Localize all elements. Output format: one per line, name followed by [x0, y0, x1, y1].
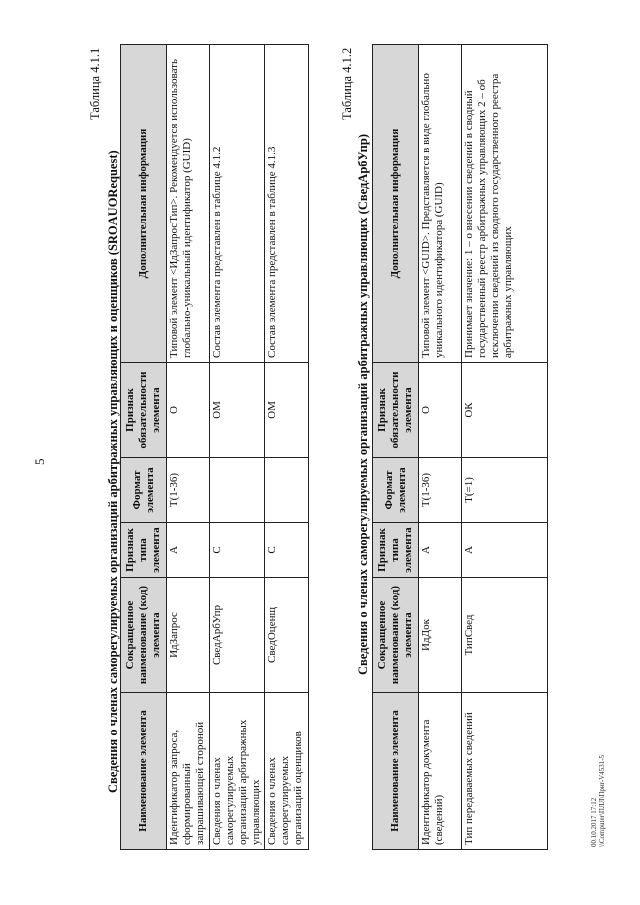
table-4-1-2-title: Сведения о членах саморегулируемых организаций арбитражных управляющих (СведАрбУпр): [356, 134, 370, 675]
cell-format: T(1-36): [167, 458, 210, 523]
cell-format: [265, 458, 309, 523]
cell-name: Идентификатор запроса, сформированный запрашивающей стороной: [167, 693, 210, 850]
cell-type: А: [167, 523, 210, 578]
table-4-1-2-label: Таблица 4.1.2: [340, 47, 354, 120]
cell-info: Типовой элемент <ИдЗапросТип>. Рекомендуется использовать глобально-уникальный идентификатор (GUID): [167, 45, 210, 363]
table-4-1-1-label: Таблица 4.1.1: [88, 47, 102, 120]
table-row: [462, 45, 548, 850]
cell-code: СведАрбУпр: [210, 578, 265, 693]
footer-date: 00.10.2017 17:12: [590, 797, 598, 847]
cell-required: ОМ: [210, 363, 265, 458]
cell-code: ИдЗапрос: [167, 578, 210, 693]
cell-info: Состав элемента представлен в таблице 4.1.2: [210, 45, 265, 363]
cell-code: ИдДок: [419, 578, 462, 693]
table-row: [265, 45, 309, 850]
header-required: Признак обязательности элемента: [373, 363, 419, 458]
table-4-1-1: [120, 44, 309, 850]
header-info: Дополнительная информация: [121, 45, 167, 363]
header-code: Сокращенное наименование (код) элемента: [121, 578, 167, 693]
table-4-1-2: [372, 44, 548, 850]
table-row: [419, 45, 462, 850]
cell-required: О: [167, 363, 210, 458]
cell-required: ОМ: [265, 363, 309, 458]
header-required: Признак обязательности элемента: [121, 363, 167, 458]
cell-required: ОК: [462, 363, 548, 458]
footer-path: \\Computer\ПЛЛ\Приr-V4531-5: [598, 754, 606, 847]
cell-type: А: [419, 523, 462, 578]
header-info: Дополнительная информация: [373, 45, 419, 363]
table-header-row: [373, 45, 419, 850]
header-name: Наименование элемента: [121, 693, 167, 850]
cell-info: Типовой элемент <GUID>. Представляется в виде глобально уникального идентификатора (GUID): [419, 45, 462, 363]
cell-required: О: [419, 363, 462, 458]
table-header-row: [121, 45, 167, 850]
cell-type: С: [265, 523, 309, 578]
header-code: Сокращенное наименование (код) элемента: [373, 578, 419, 693]
cell-name: Сведения о членах саморегулируемых организаций арбитражных управляющих: [210, 693, 265, 850]
cell-code: ТипСвед: [462, 578, 548, 693]
page-number: 5: [32, 458, 47, 465]
cell-code: СведОценщ: [265, 578, 309, 693]
table-row: [167, 45, 210, 850]
header-type: Признак типа элемента: [373, 523, 419, 578]
cell-format: T(=1): [462, 458, 548, 523]
cell-type: А: [462, 523, 548, 578]
cell-info: Принимает значение: 1 – о внесении сведений в сводный государственный реестр арбитражных управляющих 2 – об исключении сведений из сводного государственного реестра арбитражных управляющих: [462, 45, 548, 363]
footer-stamp: [590, 755, 606, 847]
cell-type: С: [210, 523, 265, 578]
header-format: Формат элемента: [121, 458, 167, 523]
cell-info: Состав элемента представлен в таблице 4.1.3: [265, 45, 309, 363]
header-type: Признак типа элемента: [121, 523, 167, 578]
header-format: Формат элемента: [373, 458, 419, 523]
cell-name: Сведения о членах саморегулируемых организаций оценщиков: [265, 693, 309, 850]
table-4-1-1-title: Сведения о членах саморегулируемых организаций арбитражных управляющих и оценщиков (SROAUORequest): [106, 150, 120, 793]
cell-name: Тип передаваемых сведений: [462, 693, 548, 850]
cell-format: [210, 458, 265, 523]
cell-format: T(1-36): [419, 458, 462, 523]
header-name: Наименование элемента: [373, 693, 419, 850]
table-row: [210, 45, 265, 850]
cell-name: Идентификатор документа (сведений): [419, 693, 462, 850]
